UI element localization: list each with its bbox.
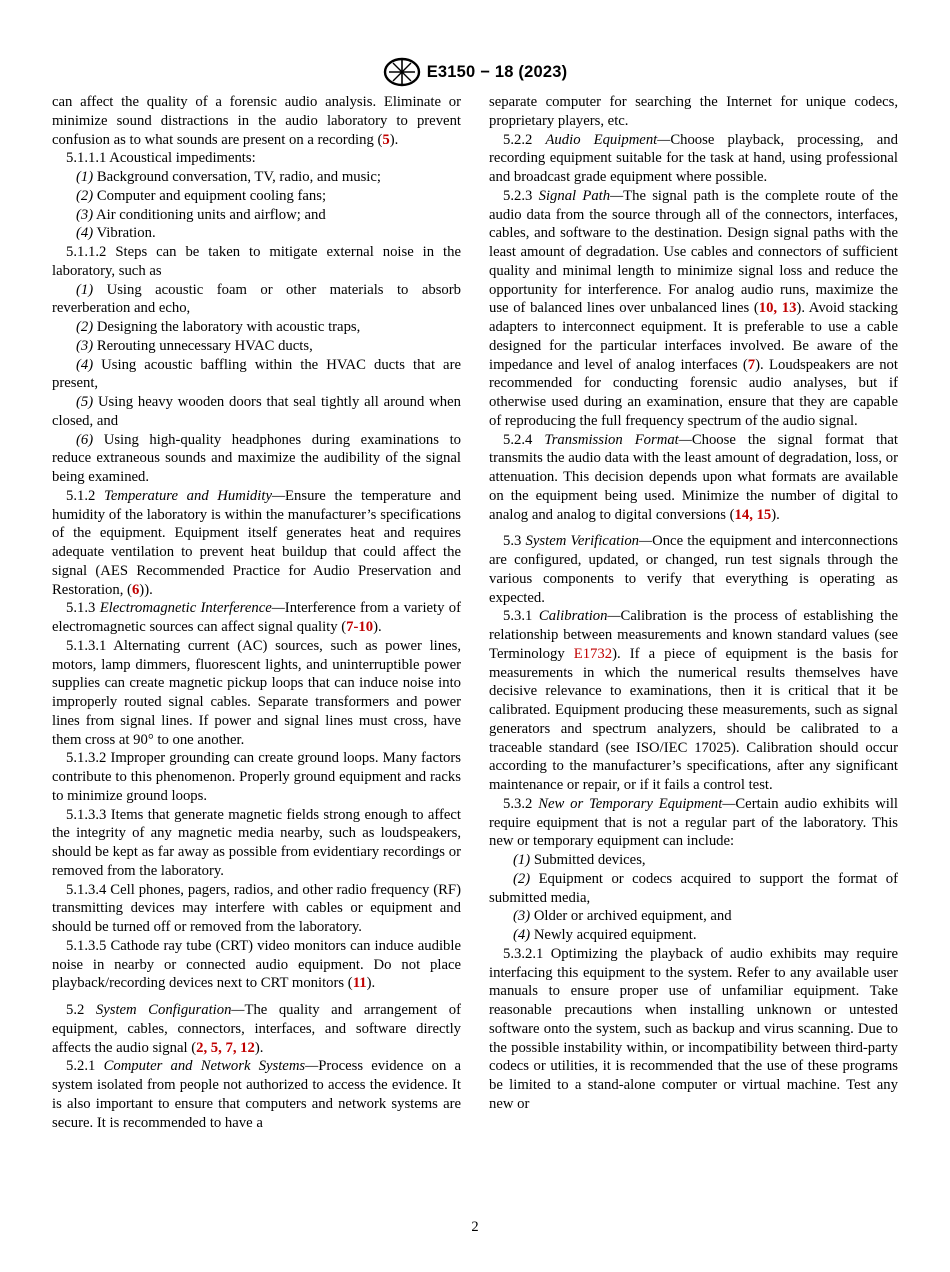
- reference-link[interactable]: 2: [196, 1039, 204, 1056]
- list-item: (3) Air conditioning units and airflow; and: [76, 206, 326, 223]
- reference-link[interactable]: 5: [210, 1039, 219, 1056]
- paragraph: 5.1.3.3 Items that generate magnetic fields strong enough to affect the integrity of any magnetic media nearby, such as loudspeakers, should be kept as far away as possible from evidentiary recordings or removed from the laboratory.: [52, 806, 461, 879]
- reference-link[interactable]: 15: [756, 506, 772, 523]
- reference-link[interactable]: 7-10: [346, 619, 374, 635]
- list-item: (3) Rerouting unnecessary HVAC ducts,: [76, 337, 313, 354]
- standard-link[interactable]: E1732: [573, 645, 613, 662]
- list-item: (1) Submitted devices,: [513, 852, 646, 868]
- page-header: [0, 57, 950, 87]
- paragraph: 5.1.1.1 Acoustical impediments:: [66, 150, 256, 167]
- list-item: (2) Designing the laboratory with acoustic traps,: [76, 319, 361, 335]
- page-number: 2: [471, 1219, 479, 1235]
- paragraph: 5.1.3.5 Cathode ray tube (CRT) video monitors can induce audible noise in nearby or connected audio equipment. Do not place playback/recording devices next to CRT monitors (11).: [52, 937, 461, 992]
- list-item: (2) Computer and equipment cooling fans;: [76, 187, 327, 204]
- reference-link[interactable]: 7: [225, 1039, 233, 1056]
- paragraph: 5.1.1.2 Steps can be taken to mitigate external noise in the laboratory, such as: [52, 244, 461, 279]
- left-column: [52, 93, 461, 1132]
- astm-logo-icon: [383, 57, 421, 87]
- paragraph: 5.3.1 Calibration—Calibration is the process of establishing the relationship between measurements and known standard values (see Terminology E1732). If a piece of equipment is the basis for measurements in which the numerical results themselves have decisive relevance to examinations, then it is critical that it be calibrated. Equipment producing these measurements, such as signal generators and spectrum analyzers, should be calibrated to a traceable standard (see ISO/IEC 17025). Calibration should occur according to the manufacturer’s specifications, after any significant maintenance or repair, or if it fails a control test.: [489, 608, 899, 793]
- list-item: (4) Newly acquired equipment.: [513, 927, 697, 943]
- list-item: (1) Using acoustic foam or other materials to absorb reverberation and echo,: [52, 281, 461, 317]
- paragraph: separate computer for searching the Internet for unique codecs, proprietary players, etc.: [489, 94, 898, 129]
- document-designation: E3150 − 18 (2023): [426, 62, 568, 81]
- paragraph: 5.2.3 Signal Path—The signal path is the complete route of the audio data from the source through all of the connectors, interfaces, cables, and software to the destination. Design signal paths with the least amount of degradation. Use cables and connectors of sufficient quality and minimal length to minimize signal loss and reduce the opportunity for interference. For analog audio runs, maximize the use of balanced lines over unbalanced lines (10, 13). Avoid stacking adapters to interconnect equipment. It is preferable to use a cable designed for the particular interfaces involved. Be aware of the impedance and level of analog interfaces (7). Loudspeakers are not recommended for conducting forensic audio analyses, but if otherwise used during an examination, ensure that they are capable of reproducing the full frequency spectrum of the audio signal.: [489, 187, 899, 429]
- section-paragraph: 5.3 System Verification—Once the equipment and interconnections are configured, updated, or changed, run test signals through the various components to verify that everything is operating as expected.: [489, 533, 898, 606]
- paragraph: 5.1.3.4 Cell phones, pagers, radios, and other radio frequency (RF) transmitting devices may interfere with cables or equipment and should be turned off or removed from the laboratory.: [52, 881, 461, 935]
- list-item: (4) Using acoustic baffling within the HVAC ducts that are present,: [52, 356, 461, 392]
- reference-link[interactable]: 13: [781, 300, 797, 317]
- right-column: [489, 93, 898, 1114]
- paragraph: 5.2.2 Audio Equipment—Choose playback, processing, and recording equipment suitable for the task at hand, using professional and broadcast grade equipment where possible.: [489, 131, 898, 185]
- paragraph: 5.2.4 Transmission Format—Choose the signal format that transmits the audio data with the least amount of degradation, loss, or attenuation. This decision depends upon what formats are available on the equipment being used. Minimize the number of digital to analog and analog to digital conversions (14, 15).: [489, 431, 898, 523]
- reference-link[interactable]: 11: [352, 975, 367, 992]
- list-item: (2) Equipment or codecs acquired to support the format of submitted media,: [489, 870, 898, 906]
- paragraph: 5.2.1 Computer and Network Systems—Process evidence on a system isolated from people not authorized to access the evidence. It is also important to ensure that computers and network systems are secure. It is recommended to have a: [52, 1058, 461, 1131]
- paragraph: 5.3.2 New or Temporary Equipment—Certain audio exhibits will require equipment that is not a regular part of the laboratory. This new or temporary equipment can include:: [489, 795, 899, 850]
- reference-link[interactable]: 7: [747, 356, 756, 373]
- reference-link[interactable]: 6: [131, 581, 140, 598]
- paragraph: 5.1.2 Temperature and Humidity—Ensure the temperature and humidity of the laboratory is within the manufacturer’s specifications of the equipment. Equipment itself generates heat and requires adequate ventilation to prevent heat buildup that could affect the signal (AES Recommended Practice for Audio Preservation and Restoration, (6)).: [52, 487, 462, 598]
- paragraph: can affect the quality of a forensic audio analysis. Eliminate or minimize sound distractions in the audio laboratory to prevent confusion as to what sounds are present on a recording (5).: [52, 94, 461, 148]
- paragraph: 5.1.3 Electromagnetic Interference—Interference from a variety of electromagnetic sources can affect signal quality (7-10).: [52, 600, 462, 635]
- section-paragraph: 5.2 System Configuration—The quality and arrangement of equipment, cables, connectors, interfaces, and software directly affects the audio signal (2, 5, 7, 12).: [52, 1002, 461, 1056]
- reference-link[interactable]: 14: [734, 506, 750, 523]
- list-item: (6) Using high-quality headphones during examinations to reduce extraneous sounds and maximize the audibility of the signal being examined.: [52, 431, 461, 485]
- paragraph: 5.1.3.2 Improper grounding can create ground loops. Many factors contribute to this phenomenon. Properly ground equipment and racks to minimize ground loops.: [52, 750, 461, 804]
- reference-link[interactable]: 12: [240, 1039, 255, 1056]
- list-item: (1) Background conversation, TV, radio, and music;: [76, 169, 381, 185]
- paragraph: 5.1.3.1 Alternating current (AC) sources, such as power lines, motors, lamp dimmers, fluorescent lights, and uninterruptible power supplies can create magnetic pickup loops that can induce noise into improperly routed signal cables. Separate transformers and power lines from signal lines. If power and signal lines must cross, have them cross at 90° to one another.: [52, 637, 461, 748]
- list-item: (5) Using heavy wooden doors that seal tightly all around when closed, and: [52, 394, 461, 429]
- reference-link[interactable]: 5: [382, 131, 390, 148]
- list-item: (3) Older or archived equipment, and: [513, 908, 732, 925]
- paragraph: 5.3.2.1 Optimizing the playback of audio exhibits may require interfacing this equipment to the system. Refer to any available user manuals to ensure proper use of unfamiliar equipment. Take reasonable precautions when installing unknown or untested software onto the system, such as backup and virus scanning. Due to the possible instability within, or incompatibility between third-party codecs or utilities, it is recommended that the use of these programs be limited to a stand-alone computer or virtual machine. Test any new or: [489, 945, 898, 1112]
- list-item: (4) Vibration.: [76, 225, 156, 242]
- reference-link[interactable]: 10: [758, 300, 774, 317]
